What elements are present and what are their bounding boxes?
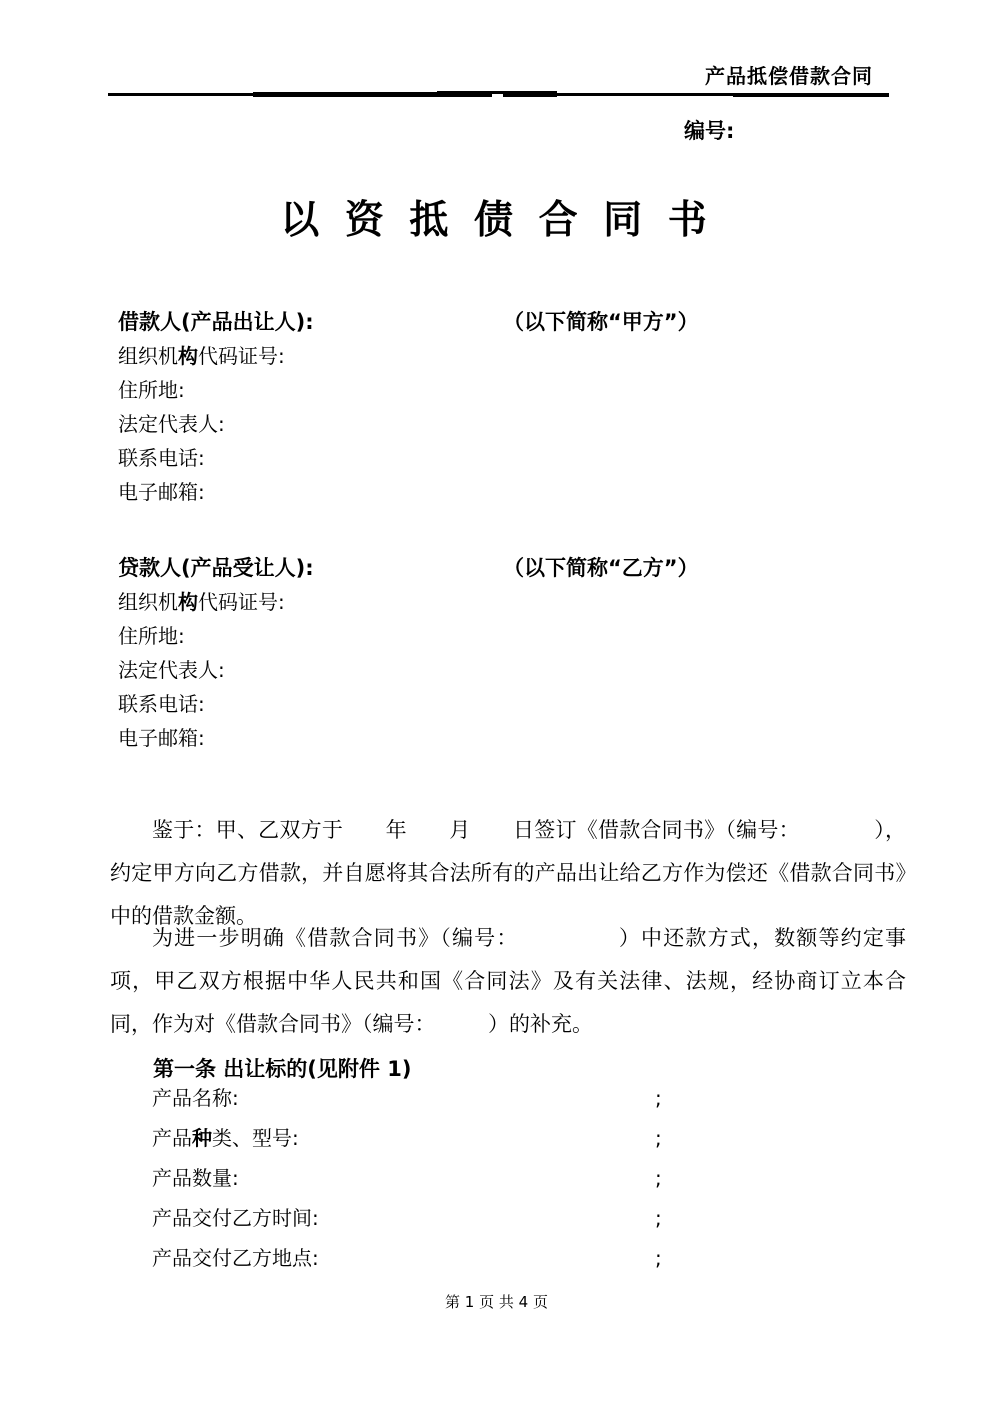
party-a-org-code-label (118, 339, 908, 373)
item-label: 产品交付乙方地点: (152, 1246, 319, 1270)
header-rule-segment (253, 92, 437, 97)
item-delivery-time (152, 1198, 712, 1238)
header-rule (108, 93, 889, 96)
item-product-type-model (152, 1118, 712, 1158)
item-label-post: 类、型号: (212, 1126, 299, 1150)
item-label: 产品 (152, 1126, 192, 1150)
org-code-label-post: 代码证号: (198, 590, 285, 614)
org-code-label-bold: 构 (178, 590, 198, 614)
party-a-section (118, 305, 908, 509)
header-rule-segment (733, 93, 889, 97)
org-code-label-post: 代码证号: (198, 344, 285, 368)
org-code-label-bold: 构 (178, 344, 198, 368)
header-document-title: 产品抵偿借款合同 (705, 64, 873, 88)
party-a-email-label: 电子邮箱: (118, 480, 205, 504)
item-product-quantity (152, 1158, 712, 1198)
item-label: 产品交付乙方时间: (152, 1206, 319, 1230)
party-b-name-label: 贷款人(产品受让人): (118, 556, 314, 580)
header-rule-gap (492, 94, 503, 98)
party-b-address-label: 住所地: (118, 624, 185, 648)
article-1-heading: 第一条 出让标的(见附件 1) (153, 1057, 412, 1081)
item-label: 产品名称: (152, 1086, 239, 1110)
party-a-address-label: 住所地: (118, 378, 185, 402)
party-a-alias-note: （以下简称“甲方”） (503, 310, 699, 334)
item-label: 产品数量: (152, 1166, 239, 1190)
party-a-name-label: 借款人(产品出让人): (118, 310, 314, 334)
recital-paragraph-2: 为进一步明确《借款合同书》（编号： ）中还款方式，数额等约定事项，甲乙双方根据中华人民共和国《合同法》及有关法律、法规，经协商订立本合同，作为对《借款合同书》（编号： ）的补充。 (110, 926, 906, 1036)
party-b-alias-note: （以下简称“乙方”） (503, 556, 699, 580)
party-b-legal-rep-label: 法定代表人: (118, 658, 225, 682)
article-1-item-list (152, 1078, 712, 1278)
recital-paragraph-1: 鉴于：甲、乙双方于 年 月 日签订《借款合同书》（编号： ），约定甲方向乙方借款，并自愿将其合法所有的产品出让给乙方作为偿还《借款合同书》中的借款金额。 (110, 818, 906, 928)
item-semicolon: ; (655, 1086, 662, 1110)
party-b-phone-label: 联系电话: (118, 692, 205, 716)
item-product-name (152, 1078, 712, 1118)
party-a-legal-rep-label: 法定代表人: (118, 412, 225, 436)
item-delivery-place (152, 1238, 712, 1278)
org-code-label-pre: 组织机 (118, 344, 178, 368)
contract-number-label: 编号: (684, 119, 735, 143)
party-b-heading-row (118, 551, 908, 585)
party-a-heading-row (118, 305, 908, 339)
item-semicolon: ; (655, 1166, 662, 1190)
item-label-bold: 种 (192, 1126, 212, 1150)
contract-title: 以 资 抵 债 合 同 书 (280, 198, 713, 243)
party-b-section (118, 551, 908, 755)
item-semicolon: ; (655, 1126, 662, 1150)
org-code-label-pre: 组织机 (118, 590, 178, 614)
party-b-org-code-label (118, 585, 908, 619)
page-number-footer: 第 1 页 共 4 页 (445, 1293, 548, 1311)
party-b-email-label: 电子邮箱: (118, 726, 205, 750)
party-a-phone-label: 联系电话: (118, 446, 205, 470)
item-semicolon: ; (655, 1246, 662, 1270)
item-semicolon: ; (655, 1206, 662, 1230)
